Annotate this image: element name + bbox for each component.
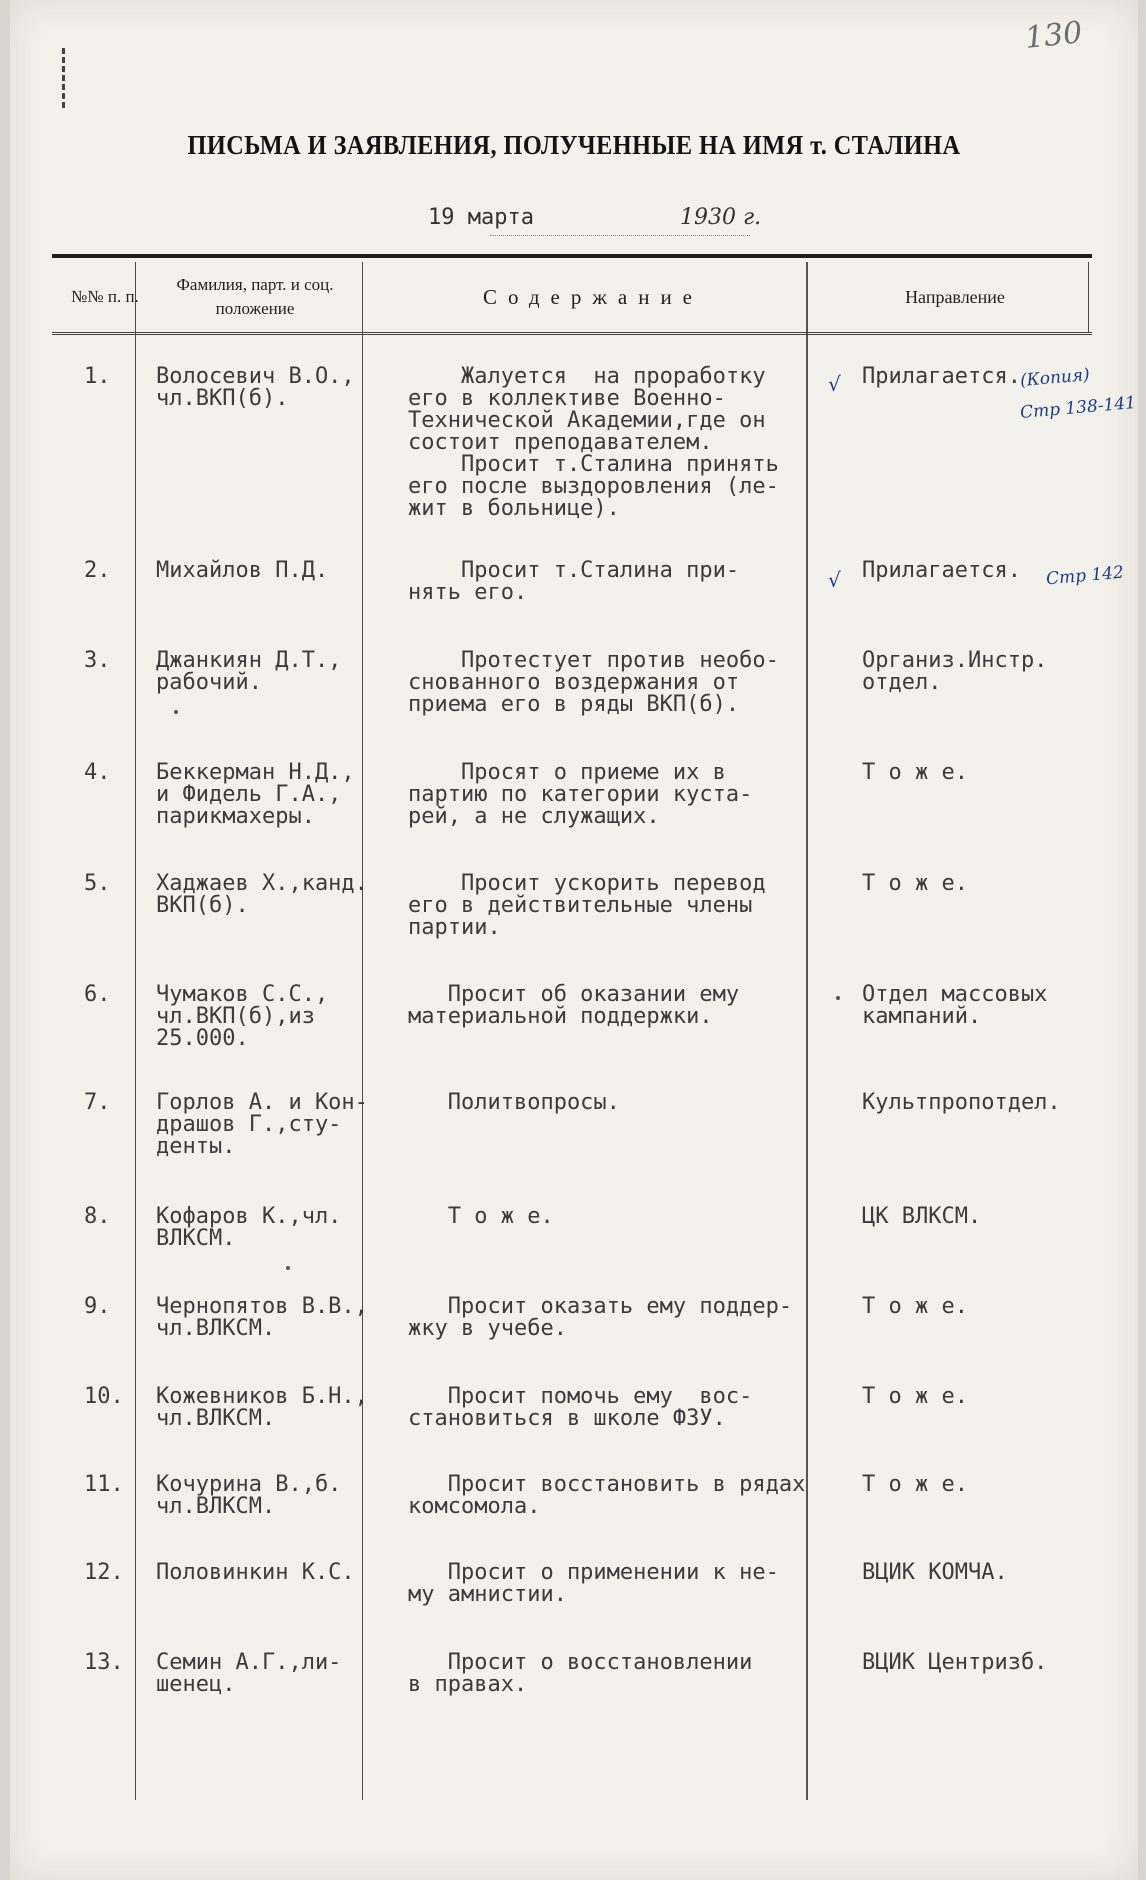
cell-content: Т о ж е. xyxy=(408,1204,554,1229)
date-year: 1930 г. xyxy=(680,205,762,230)
cell-content: Жалуется на проработку его в коллективе Военно- Технической Академии,где он состоит преподавателем. Просит т.Сталина принять его после выздоровления (ле- жит в больнице). xyxy=(408,364,779,521)
cell-name: Горлов А. и Кон- драшов Г.,сту- денты. xyxy=(156,1090,368,1159)
ink-spot xyxy=(286,1266,290,1270)
cell-num: 7. xyxy=(84,1090,111,1115)
cell-direction: Т о ж е. xyxy=(862,871,968,896)
cell-direction: Организ.Инстр. отдел. xyxy=(862,648,1048,695)
cell-name: Половинкин К.С. xyxy=(156,1560,355,1585)
cell-direction: Прилагается. xyxy=(862,558,1021,583)
cell-num: 11. xyxy=(84,1472,124,1497)
column-divider xyxy=(1088,262,1089,332)
edge-mark xyxy=(62,48,68,108)
cell-content: Протестует против необо- снованного воздержания от приема его в ряды ВКП(б). xyxy=(408,648,779,717)
cell-name: Семин А.Г.,ли- шенец. xyxy=(156,1650,342,1697)
cell-name: Волосевич В.О., чл.ВКП(б). xyxy=(156,364,355,411)
cell-direction: Отдел массовых кампаний. xyxy=(862,982,1048,1029)
cell-direction: ВЦИК Центризб. xyxy=(862,1650,1048,1675)
cell-direction: Т о ж е. xyxy=(862,1294,968,1319)
cell-num: 2. xyxy=(84,558,111,583)
handwritten-copy-note: (Копия) xyxy=(1019,364,1091,392)
cell-name: Хаджаев Х.,канд. ВКП(б). xyxy=(156,871,368,918)
ink-spot xyxy=(836,996,840,1000)
handwritten-page-ref: Стр 138-141 xyxy=(1019,392,1137,424)
header-content: Содержание xyxy=(482,284,704,309)
cell-num: 10. xyxy=(84,1384,124,1409)
cell-num: 3. xyxy=(84,648,111,673)
cell-content: Просит о применении к не- му амнистии. xyxy=(408,1560,779,1607)
header-num: №№ п. п. xyxy=(71,287,139,306)
cell-direction: ЦК ВЛКСМ. xyxy=(862,1204,982,1229)
cell-direction: Т о ж е. xyxy=(862,1384,968,1409)
cell-name: Кочурина В.,б. чл.ВЛКСМ. xyxy=(156,1472,342,1519)
header-rule xyxy=(52,332,1092,335)
cell-name: Джанкиян Д.Т., рабочий. xyxy=(156,648,342,695)
cell-direction: Т о ж е. xyxy=(862,1472,968,1497)
top-rule xyxy=(52,254,1092,258)
page-number: 130 xyxy=(1023,15,1084,56)
cell-direction: Т о ж е. xyxy=(862,760,968,785)
cell-name: Кофаров К.,чл. ВЛКСМ. xyxy=(156,1204,342,1251)
cell-num: 1. xyxy=(84,364,111,389)
ink-spot xyxy=(174,710,178,714)
cell-direction: Прилагается. xyxy=(862,364,1021,389)
cell-content: Просит ускорить перевод его в действительные члены партии. xyxy=(408,871,766,940)
cell-num: 8. xyxy=(84,1204,111,1229)
header-direction: Направление xyxy=(905,286,1005,307)
check-mark: √ xyxy=(828,568,841,592)
cell-name: Кожевников Б.Н., чл.ВЛКСМ. xyxy=(156,1384,368,1431)
cell-content: Просит оказать ему поддер- жку в учебе. xyxy=(408,1294,793,1341)
handwritten-page-ref: Стр 142 xyxy=(1045,562,1125,590)
date-day-month: 19 марта xyxy=(428,205,534,230)
cell-num: 4. xyxy=(84,760,111,785)
cell-content: Просит восстановить в рядах комсомола. xyxy=(408,1472,806,1519)
date-underline xyxy=(490,235,750,236)
column-divider xyxy=(135,262,136,1800)
cell-num: 5. xyxy=(84,871,111,896)
cell-content: Просят о приеме их в партию по категории куста- рей, а не служащих. xyxy=(408,760,753,829)
cell-direction: ВЦИК КОМЧА. xyxy=(862,1560,1008,1585)
cell-content: Просит помочь ему вос- становиться в школе ФЗУ. xyxy=(408,1384,753,1431)
cell-content: Просит о восстановлении в правах. xyxy=(408,1650,753,1697)
cell-name: Беккерман Н.Д., и Фидель Г.А., парикмахеры. xyxy=(156,760,355,829)
cell-num: 12. xyxy=(84,1560,124,1585)
document-sheet xyxy=(10,0,1138,1880)
cell-name: Михайлов П.Д. xyxy=(156,558,329,583)
header-name: Фамилия, парт. и соц. положение xyxy=(176,275,334,318)
cell-num: 13. xyxy=(84,1650,124,1675)
cell-direction: Культпропотдел. xyxy=(862,1090,1061,1115)
cell-num: 9. xyxy=(84,1294,111,1319)
cell-content: Просит об оказании ему материальной поддержки. xyxy=(408,982,740,1029)
cell-content: Политвопросы. xyxy=(408,1090,620,1115)
check-mark: √ xyxy=(828,372,841,396)
cell-name: Чернопятов В.В., чл.ВЛКСМ. xyxy=(156,1294,368,1341)
cell-num: 6. xyxy=(84,982,111,1007)
cell-content: Просит т.Сталина при- нять его. xyxy=(408,558,740,605)
document-title: ПИСЬМА И ЗАЯВЛЕНИЯ, ПОЛУЧЕННЫЕ НА ИМЯ т. СТАЛИНА xyxy=(187,130,961,160)
cell-name: Чумаков С.С., чл.ВКП(б),из 25.000. xyxy=(156,982,329,1051)
